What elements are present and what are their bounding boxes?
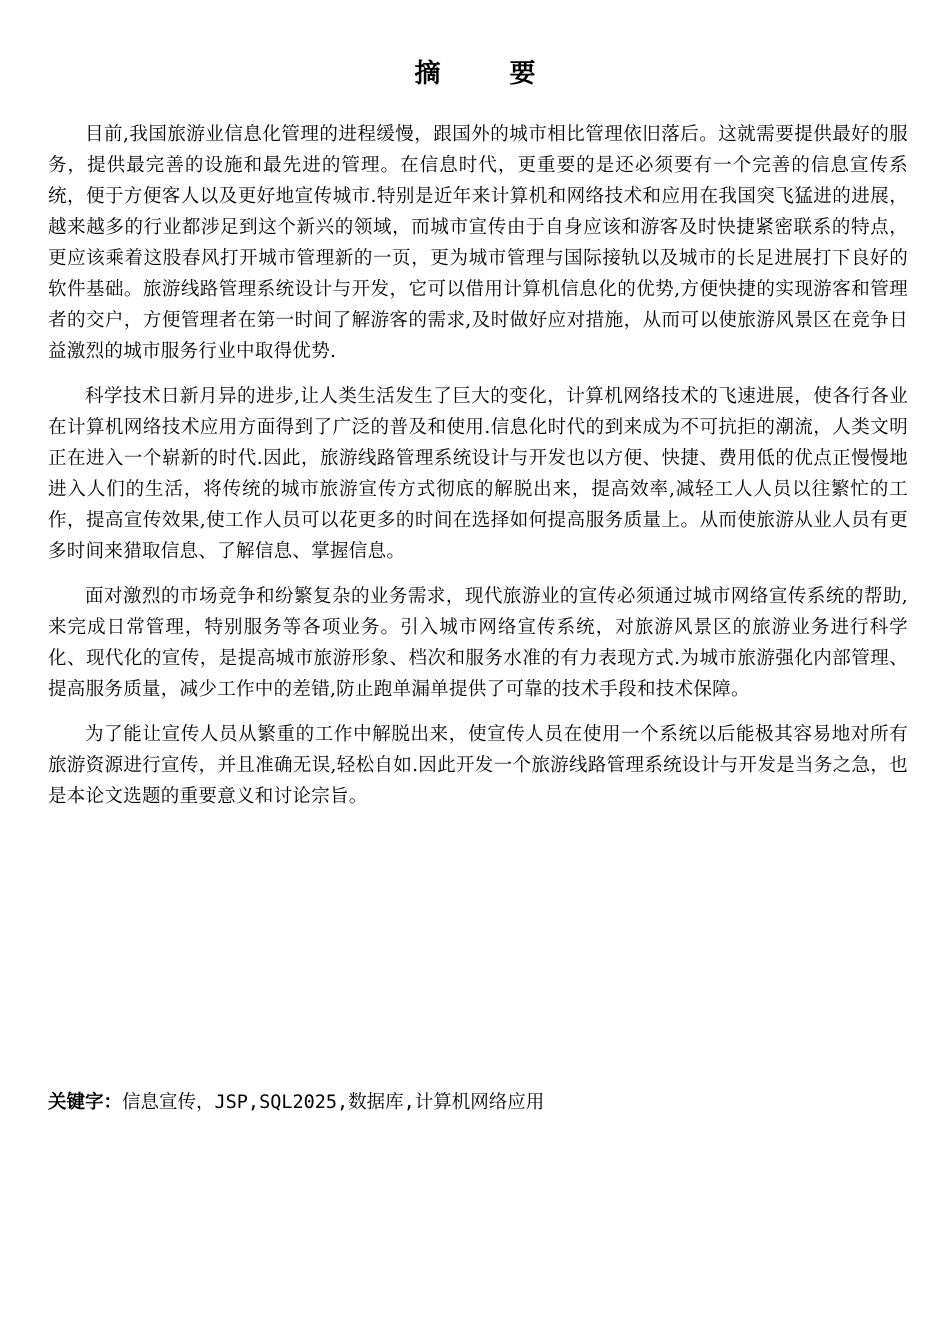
abstract-title: 摘 要 xyxy=(414,59,566,89)
abstract-body xyxy=(48,119,908,826)
abstract-paragraph-2: 科学技术日新月异的进步,让人类生活发生了巨大的变化，计算机网络技术的飞速进展，使各行各业在计算机网络技术应用方面得到了广泛的普及和使用.信息化时代的到来成为不可抗拒的潮流，人类文明正在进入一个崭新的时代.因此，旅游线路管理系统设计与开发也以方便、快捷、费用低的优点正慢慢地进入人们的生活，将传统的城市旅游宣传方式彻底的解脱出来，提高效率,减轻工人人员以往繁忙的工作，提高宣传效果,使工作人员可以花更多的时间在选择如何提高服务质量上。从而使旅游从业人员有更多时间来猎取信息、了解信息、掌握信息。 xyxy=(48,386,908,562)
abstract-paragraph-3: 面对激烈的市场竞争和纷繁复杂的业务需求，现代旅游业的宣传必须通过城市网络宣传系统的帮助,来完成日常管理，特别服务等各项业务。引入城市网络宣传系统，对旅游风景区的旅游业务进行科学化、现代化的宣传，是提高城市旅游形象、档次和服务水准的有力表现方式.为城市旅游强化内部管理、提高服务质量，减少工作中的差错,防止跑单漏单提供了可靠的技术手段和技术保障。 xyxy=(48,586,908,700)
abstract-paragraph-4: 为了能让宣传人员从繁重的工作中解脱出来，使宣传人员在使用一个系统以后能极其容易地对所有旅游资源进行宣传，并且准确无误,轻松自如.因此开发一个旅游线路管理系统设计与开发是当务之急，也是本论文选题的重要意义和讨论宗旨。 xyxy=(48,724,908,807)
keywords-label: 关键字： xyxy=(48,1092,123,1113)
keywords-value: 信息宣传，JSP,SQL2025,数据库,计算机网络应用 xyxy=(122,1092,545,1113)
keywords-line xyxy=(48,1087,908,1118)
abstract-paragraph-1: 目前,我国旅游业信息化管理的进程缓慢，跟国外的城市相比管理依旧落后。这就需要提供最好的服务，提供最完善的设施和最先进的管理。在信息时代，更重要的是还必须要有一个完善的信息宣传系统，便于方便客人以及更好地宣传城市.特别是近年来计算机和网络技术和应用在我国突飞猛进的进展，越来越多的行业都涉足到这个新兴的领域，而城市宣传由于自身应该和游客及时快捷紧密联系的特点，更应该乘着这股春风打开城市管理新的一页，更为城市管理与国际接轨以及城市的长足进展打下良好的软件基础。旅游线路管理系统设计与开发，它可以借用计算机信息化的优势,方便快捷的实现游客和管理者的交户，方便管理者在第一时间了解游客的需求,及时做好应对措施，从而可以使旅游风景区在竞争日益激烈的城市服务行业中取得优势. xyxy=(48,124,908,362)
